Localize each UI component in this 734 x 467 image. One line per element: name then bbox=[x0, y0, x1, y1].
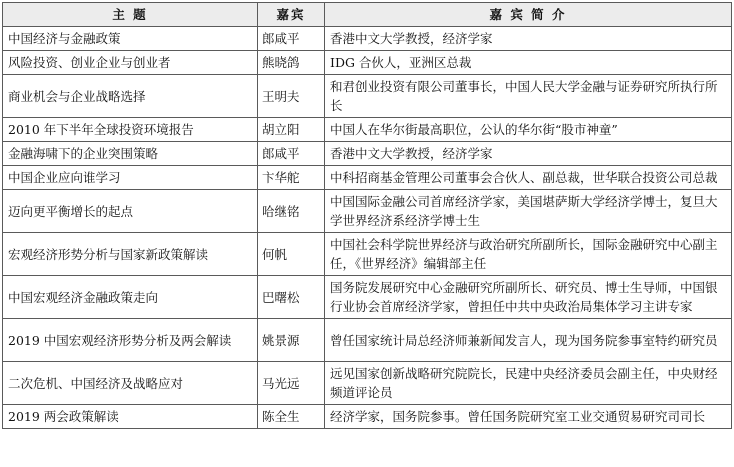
table-row bbox=[3, 51, 732, 75]
table-row bbox=[3, 166, 732, 190]
bio-cell: 和君创业投资有限公司董事长，中国人民大学金融与证券研究所执行所长 bbox=[325, 75, 732, 118]
bio-cell: 远见国家创新战略研究院院长，民建中央经济委员会副主任，中央财经频道评论员 bbox=[325, 362, 732, 405]
topic-cell: 二次危机、中国经济及战略应对 bbox=[3, 362, 258, 405]
topic-cell: 2019 中国宏观经济形势分析及两会解读 bbox=[3, 319, 258, 362]
table-row bbox=[3, 118, 732, 142]
table-row bbox=[3, 233, 732, 276]
guest-cell: 卞华舵 bbox=[258, 166, 325, 190]
bio-cell: 香港中文大学教授，经济学家 bbox=[325, 142, 732, 166]
bio-cell: 中国人在华尔街最高职位，公认的华尔街“股市神童” bbox=[325, 118, 732, 142]
guest-cell: 哈继铭 bbox=[258, 190, 325, 233]
header-topic: 主 题 bbox=[3, 3, 258, 27]
table-row bbox=[3, 75, 732, 118]
guest-cell: 熊晓鸽 bbox=[258, 51, 325, 75]
guest-cell: 何帆 bbox=[258, 233, 325, 276]
table-row bbox=[3, 190, 732, 233]
topic-cell: 商业机会与企业战略选择 bbox=[3, 75, 258, 118]
bio-cell: 曾任国家统计局总经济师兼新闻发言人，现为国务院参事室特约研究员 bbox=[325, 319, 732, 362]
speaker-schedule-table bbox=[2, 2, 732, 429]
header-bio: 嘉 宾 简 介 bbox=[325, 3, 732, 27]
topic-cell: 迈向更平衡增长的起点 bbox=[3, 190, 258, 233]
guest-cell: 胡立阳 bbox=[258, 118, 325, 142]
bio-cell: IDG 合伙人，亚洲区总裁 bbox=[325, 51, 732, 75]
topic-cell: 风险投资、创业企业与创业者 bbox=[3, 51, 258, 75]
topic-cell: 中国宏观经济金融政策走向 bbox=[3, 276, 258, 319]
guest-cell: 陈全生 bbox=[258, 405, 325, 429]
table-header-row bbox=[3, 3, 732, 27]
bio-cell: 中科招商基金管理公司董事会合伙人、副总裁，世华联合投资公司总裁 bbox=[325, 166, 732, 190]
bio-cell: 中国社会科学院世界经济与政治研究所副所长，国际金融研究中心副主任，《世界经济》编辑部主任 bbox=[325, 233, 732, 276]
header-guest: 嘉宾 bbox=[258, 3, 325, 27]
bio-cell: 中国国际金融公司首席经济学家，美国堪萨斯大学经济学博士，复旦大学世界经济系经济学博士生 bbox=[325, 190, 732, 233]
guest-cell: 巴曙松 bbox=[258, 276, 325, 319]
guest-cell: 姚景源 bbox=[258, 319, 325, 362]
topic-cell: 金融海啸下的企业突围策略 bbox=[3, 142, 258, 166]
table-row bbox=[3, 142, 732, 166]
topic-cell: 2010 年下半年全球投资环境报告 bbox=[3, 118, 258, 142]
guest-cell: 王明夫 bbox=[258, 75, 325, 118]
table-row bbox=[3, 27, 732, 51]
guest-cell: 马光远 bbox=[258, 362, 325, 405]
table-row bbox=[3, 362, 732, 405]
bio-cell: 经济学家，国务院参事。曾任国务院研究室工业交通贸易研究司司长 bbox=[325, 405, 732, 429]
table-row bbox=[3, 319, 732, 362]
guest-cell: 郎咸平 bbox=[258, 142, 325, 166]
table-row bbox=[3, 276, 732, 319]
table-row bbox=[3, 405, 732, 429]
bio-cell: 香港中文大学教授，经济学家 bbox=[325, 27, 732, 51]
topic-cell: 2019 两会政策解读 bbox=[3, 405, 258, 429]
bio-cell: 国务院发展研究中心金融研究所副所长、研究员、博士生导师，中国银行业协会首席经济学家，曾担任中共中央政治局集体学习主讲专家 bbox=[325, 276, 732, 319]
topic-cell: 中国经济与金融政策 bbox=[3, 27, 258, 51]
topic-cell: 中国企业应向谁学习 bbox=[3, 166, 258, 190]
topic-cell: 宏观经济形势分析与国家新政策解读 bbox=[3, 233, 258, 276]
guest-cell: 郎咸平 bbox=[258, 27, 325, 51]
